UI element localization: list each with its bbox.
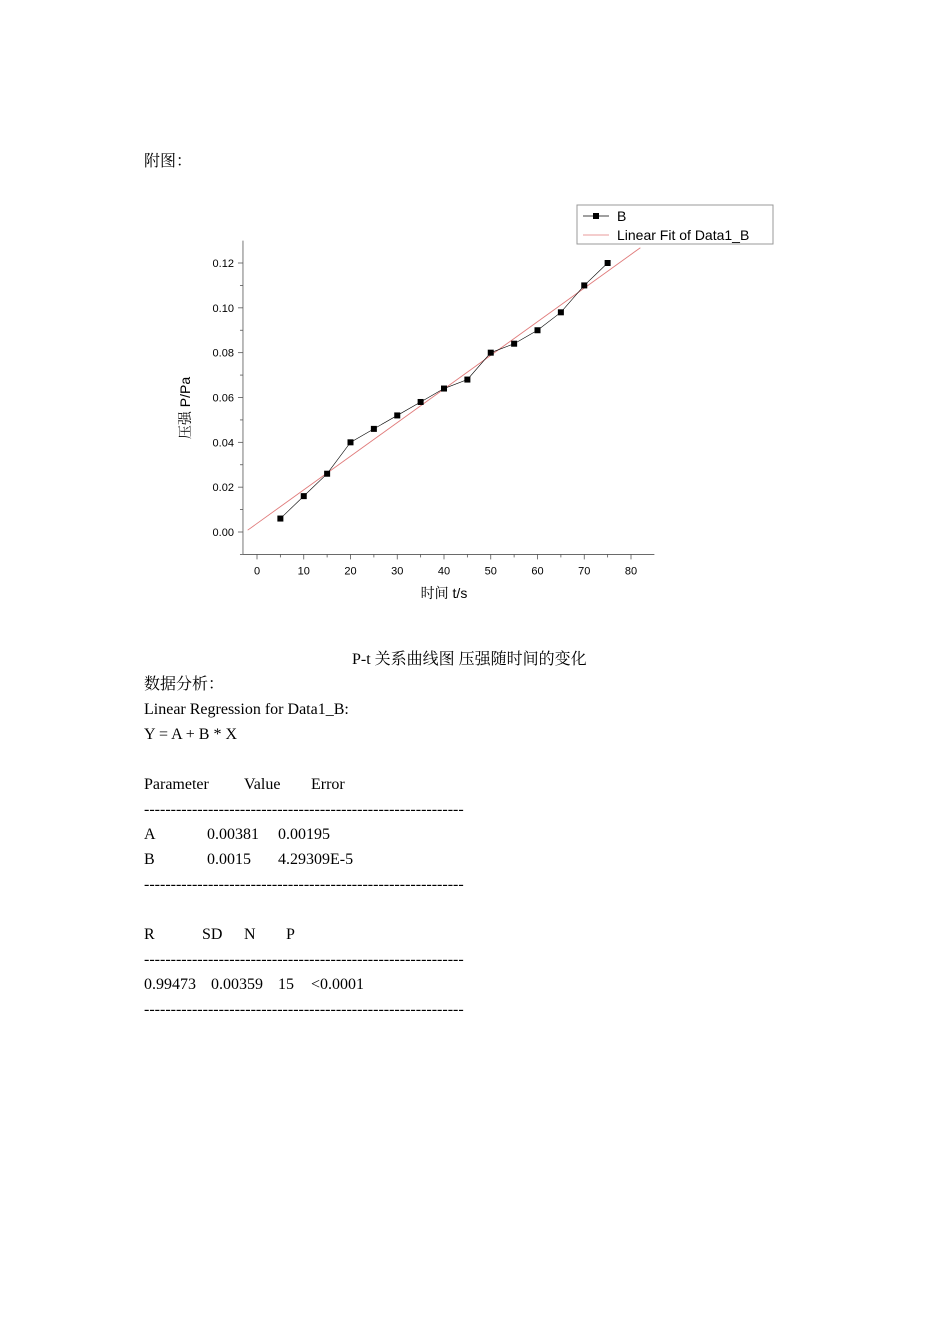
param-b-name: B: [144, 851, 155, 868]
x-tick-label: 60: [531, 565, 544, 578]
x-tick-label: 50: [484, 565, 497, 578]
x-tick-label: 10: [297, 565, 310, 578]
stats-n-value: 15: [278, 976, 294, 993]
data-point: [301, 493, 307, 499]
regression-title: Linear Regression for Data1_B:: [144, 701, 349, 718]
stats-header-r: R: [144, 926, 155, 943]
stats-r-value: 0.99473: [144, 976, 196, 993]
param-a-name: A: [144, 826, 156, 843]
stats-header-n: N: [244, 926, 256, 943]
y-tick-label: 0.10: [212, 302, 234, 315]
stats-p-value: <0.0001: [311, 976, 365, 993]
y-tick-label: 0.08: [212, 347, 234, 360]
y-tick-label: 0.04: [212, 437, 234, 450]
separator-3: ------------------------------------------------------------: [144, 951, 464, 968]
x-tick-label: 70: [578, 565, 591, 578]
data-point: [348, 439, 354, 445]
param-a-value: 0.00381: [207, 826, 259, 843]
stats-sd-value: 0.00359: [211, 976, 263, 993]
param-b-error: 4.29309E-5: [278, 851, 354, 868]
data-point: [581, 282, 587, 288]
param-header-value: Value: [244, 776, 281, 793]
param-b-value: 0.0015: [207, 851, 251, 868]
stats-header-p: P: [286, 926, 295, 943]
data-point: [441, 386, 447, 392]
param-a-error: 0.00195: [278, 826, 330, 843]
data-point: [277, 516, 283, 522]
data-point: [324, 471, 330, 477]
separator-1: ------------------------------------------------------------: [144, 801, 464, 818]
pt-chart: [0, 0, 950, 640]
stats-header-sd: SD: [202, 926, 223, 943]
data-point: [371, 426, 377, 432]
x-tick-label: 20: [344, 565, 357, 578]
page-heading: 附图：: [144, 153, 193, 170]
regression-equation: Y = A + B * X: [144, 726, 238, 743]
y-tick-label: 0.06: [212, 392, 234, 405]
param-header-error: Error: [311, 776, 345, 793]
data-point: [488, 350, 494, 356]
separator-4: ------------------------------------------------------------: [144, 1001, 464, 1018]
analysis-title: 数据分析：: [144, 676, 225, 693]
data-point: [535, 327, 541, 333]
y-tick-label: 0.00: [212, 527, 234, 539]
y-tick-label: 0.12: [212, 258, 234, 270]
chart-caption: P-t 关系曲线图 压强随时间的变化: [352, 651, 587, 668]
legend-fit-label: Linear Fit of Data1_B: [617, 227, 750, 243]
chart-legend: [577, 205, 773, 244]
data-point: [558, 309, 564, 315]
x-tick-label: 40: [437, 565, 451, 578]
legend-series-b-label: B: [617, 208, 627, 224]
param-header-parameter: Parameter: [144, 776, 209, 793]
x-tick-label: 30: [391, 565, 404, 578]
y-tick-label: 0.02: [212, 482, 234, 495]
data-point: [418, 399, 424, 405]
x-tick-label: 0: [253, 565, 261, 578]
data-point: [605, 260, 611, 266]
data-point: [394, 412, 400, 418]
data-point: [464, 377, 470, 383]
legend-series-b-marker: [593, 213, 599, 219]
data-point: [511, 341, 517, 347]
separator-2: ------------------------------------------------------------: [144, 876, 464, 893]
x-axis-label: 时间 t/s: [420, 585, 468, 601]
x-tick-label: 80: [624, 565, 638, 578]
y-axis-label: 压强 P/Pa: [177, 376, 193, 440]
